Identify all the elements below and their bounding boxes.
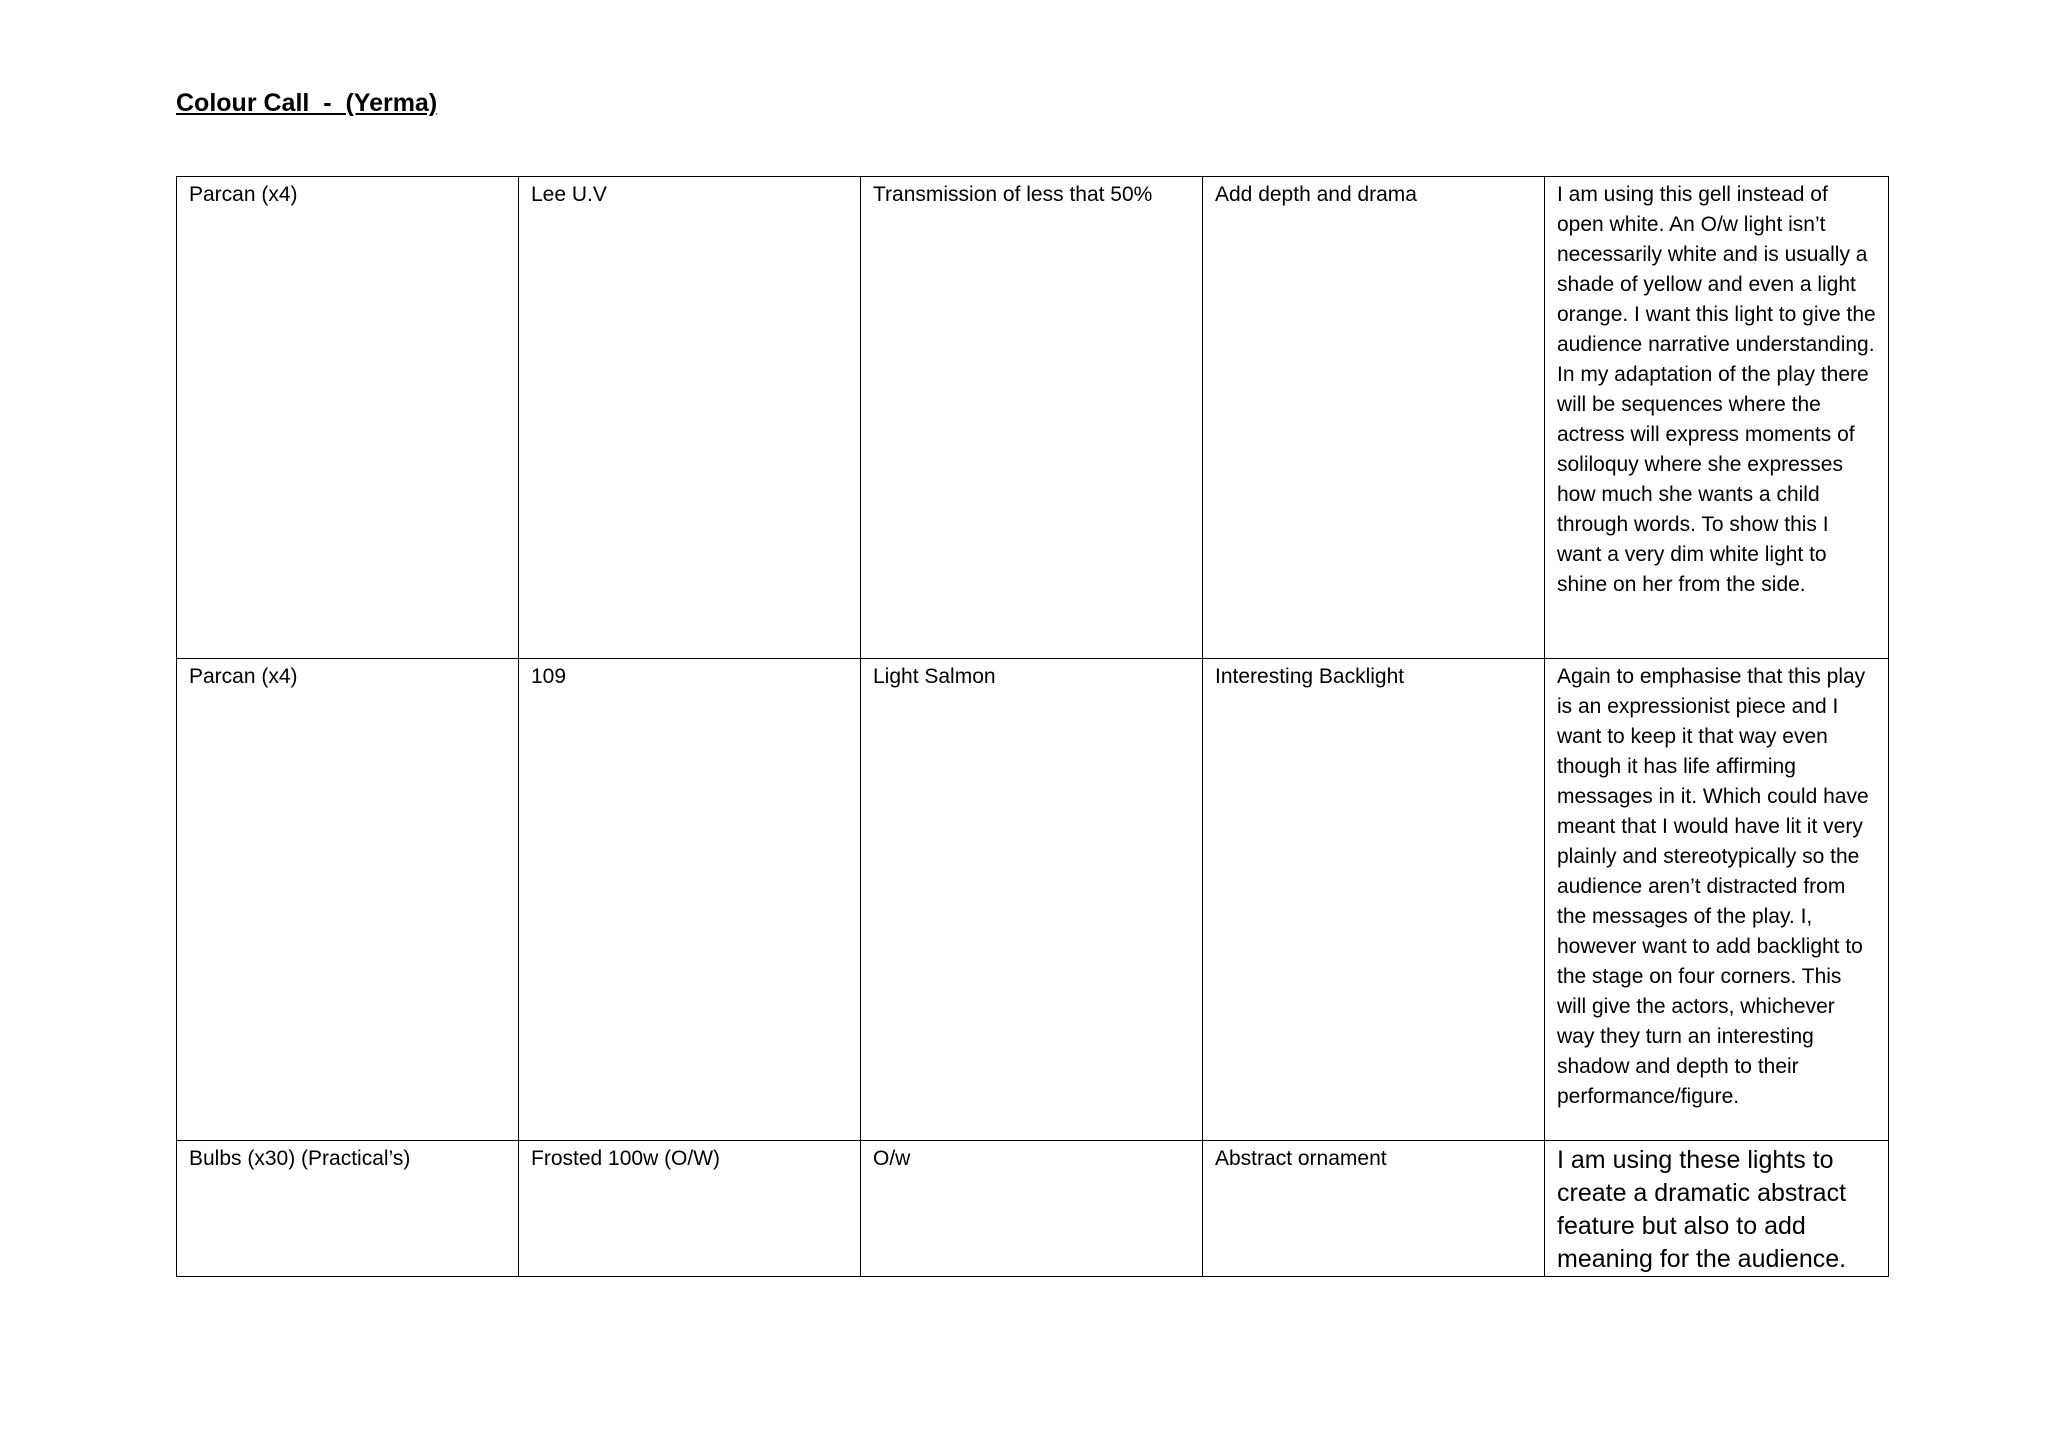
table-row bbox=[177, 659, 1889, 1141]
colour-cell: Light Salmon bbox=[861, 659, 1203, 1141]
purpose-cell: Abstract ornament bbox=[1203, 1141, 1545, 1277]
colour-call-table bbox=[176, 176, 1889, 1277]
document-title: Colour Call - (Yerma) bbox=[176, 89, 438, 117]
colour-cell: O/w bbox=[861, 1141, 1203, 1277]
fixture-cell: Parcan (x4) bbox=[177, 659, 519, 1141]
notes-cell: I am using these lights to create a dramatic abstract feature but also to add meaning for the audience. bbox=[1545, 1141, 1889, 1277]
colour-cell: Transmission of less that 50% bbox=[861, 177, 1203, 659]
gel-cell: 109 bbox=[519, 659, 861, 1141]
purpose-cell: Add depth and drama bbox=[1203, 177, 1545, 659]
fixture-cell: Parcan (x4) bbox=[177, 177, 519, 659]
table-row bbox=[177, 177, 1889, 659]
notes-cell: I am using this gell instead of open white. An O/w light isn’t necessarily white and is usually a shade of yellow and even a light orange. I want this light to give the audience narrative understanding. In my adaptation of the play there will be sequences where the actress will express moments of soliloquy where she expresses how much she wants a child through words. To show this I want a very dim white light to shine on her from the side. bbox=[1545, 177, 1889, 659]
gel-cell: Lee U.V bbox=[519, 177, 861, 659]
purpose-cell: Interesting Backlight bbox=[1203, 659, 1545, 1141]
gel-cell: Frosted 100w (O/W) bbox=[519, 1141, 861, 1277]
notes-cell: Again to emphasise that this play is an expressionist piece and I want to keep it that way even though it has life affirming messages in it. Which could have meant that I would have lit it very plainly and stereotypically so the audience aren’t distracted from the messages of the play. I, however want to add backlight to the stage on four corners. This will give the actors, whichever way they turn an interesting shadow and depth to their performance/figure. bbox=[1545, 659, 1889, 1141]
table-row bbox=[177, 1141, 1889, 1277]
fixture-cell: Bulbs (x30) (Practical’s) bbox=[177, 1141, 519, 1277]
